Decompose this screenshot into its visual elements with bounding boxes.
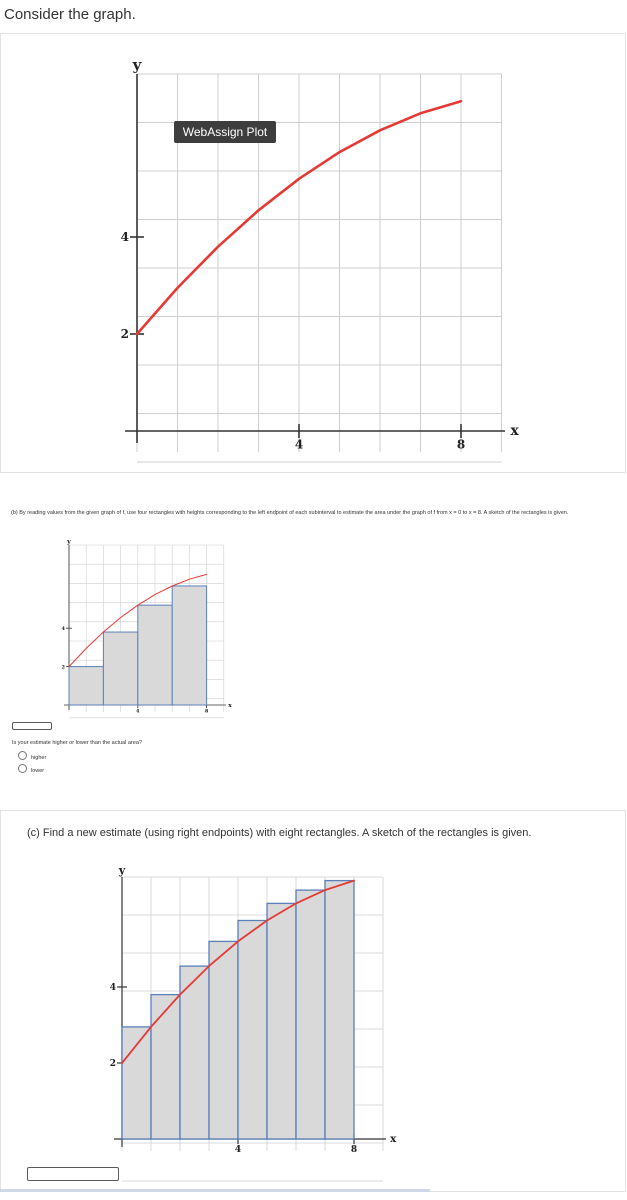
x-tick-label: 4 (234, 1145, 242, 1156)
option-lower-label: lower (31, 768, 45, 774)
radio-higher[interactable] (18, 751, 27, 760)
bottom-divider (0, 1189, 430, 1192)
option-higher[interactable] (18, 751, 46, 761)
page-title: Consider the graph. (4, 6, 136, 23)
option-lower[interactable] (18, 764, 44, 774)
left-rectangle (69, 667, 103, 705)
right-rectangle (151, 995, 180, 1139)
left-rectangle (172, 586, 206, 705)
right-rectangle (325, 881, 354, 1139)
y-tick-label: 2 (61, 664, 65, 671)
radio-lower[interactable] (18, 764, 27, 773)
x-axis-label: x (390, 1133, 397, 1146)
part-b-answer-input[interactable] (12, 722, 52, 730)
x-tick-label: 4 (136, 708, 140, 715)
y-tick-label: 4 (120, 230, 129, 245)
y-tick-label: 4 (109, 983, 116, 994)
x-tick-label: 8 (204, 708, 209, 715)
left-rectangle (138, 605, 172, 705)
right-rectangle (238, 921, 267, 1140)
x-tick-label: 8 (350, 1145, 358, 1156)
y-axis-label: y (67, 538, 71, 546)
part-c-text: (c) Find a new estimate (using right endpoints) with eight rectangles. A sketch of the rectangles is given. (27, 827, 532, 839)
webassign-plot-badge: WebAssign Plot (174, 121, 276, 143)
y-axis-label: y (118, 862, 126, 877)
x-tick-label: 4 (294, 437, 304, 452)
part-c-answer-input[interactable] (27, 1167, 119, 1181)
left-endpoint-graph (0, 530, 240, 720)
left-rectangle (103, 632, 137, 705)
right-endpoint-graph (1, 849, 625, 1189)
x-axis-label: x (510, 423, 519, 440)
y-tick-label: 2 (120, 327, 129, 342)
y-tick-label: 4 (61, 625, 65, 632)
main-graph (1, 34, 625, 472)
part-b-text: (b) By reading values from the given graph of f, use four rectangles with heights corresponding to the left endpoint of each subinterval to estimate the area under the graph of f from x = 0 to x = 8. A sketch of the rectangles is given. (11, 510, 569, 516)
y-axis-label: y (132, 55, 142, 74)
right-rectangle (296, 890, 325, 1139)
x-axis-label: x (228, 702, 232, 709)
right-rectangle (180, 966, 209, 1139)
part-c-panel (0, 810, 626, 1192)
option-higher-label: higher (31, 755, 47, 761)
right-rectangle (267, 903, 296, 1139)
right-rectangle (209, 941, 238, 1139)
graph-panel (0, 33, 626, 473)
y-tick-label: 2 (109, 1059, 116, 1070)
x-tick-label: 8 (456, 437, 466, 452)
part-b-question: Is your estimate higher or lower than the actual area? (12, 740, 142, 746)
